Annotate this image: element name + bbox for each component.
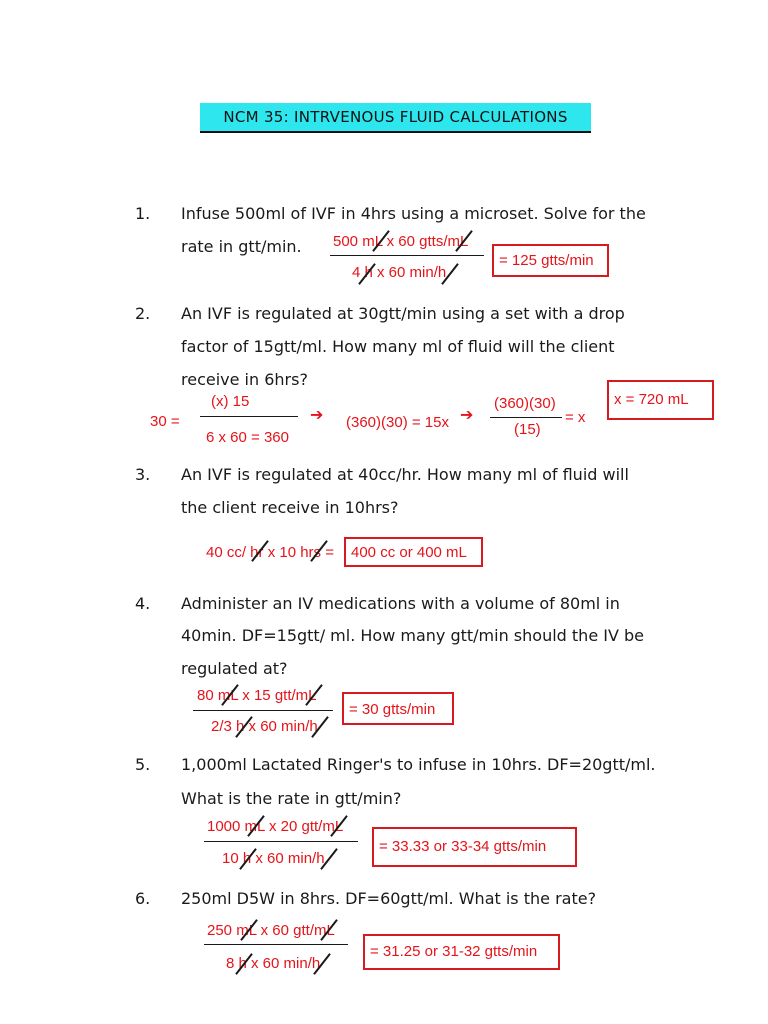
solution-5-denominator: 10 h x 60 min/h bbox=[222, 850, 325, 867]
solution-2-denominator-2: (15) bbox=[514, 421, 541, 438]
question-number-5: 5. bbox=[135, 755, 151, 774]
solution-1-fraction-bar bbox=[330, 255, 484, 256]
arrow-right-icon: ➔ bbox=[460, 405, 474, 424]
solution-6-answer-box: = 31.25 or 31-32 gtts/min bbox=[363, 934, 560, 970]
arrow-right-icon: ➔ bbox=[310, 405, 324, 424]
solution-1-numerator: 500 mL x 60 gtts/mL bbox=[333, 233, 469, 250]
solution-5-numerator: 1000 mL x 20 gtt/mL bbox=[207, 818, 344, 835]
solution-2-step: (360)(30) = 15x bbox=[346, 414, 449, 431]
solution-3-expression: 40 cc/ hr x 10 hrs = bbox=[206, 544, 334, 561]
solution-2-numerator: (x) 15 bbox=[211, 393, 250, 410]
solution-1-answer-box: = 125 gtts/min bbox=[492, 244, 609, 277]
solution-4-denominator: 2/3 h x 60 min/h bbox=[211, 718, 318, 735]
question-5-line-1: 1,000ml Lactated Ringer's to infuse in 10hrs. DF=20gtt/ml. bbox=[181, 755, 656, 774]
question-number-6: 6. bbox=[135, 889, 151, 908]
question-4-line-2: 40min. DF=15gtt/ ml. How many gtt/min should the IV be bbox=[181, 626, 644, 645]
question-number-1: 1. bbox=[135, 204, 151, 223]
question-3-line-1: An IVF is regulated at 40cc/hr. How many ml of fluid will bbox=[181, 465, 629, 484]
solution-4-numerator: 80 mL x 15 gtt/mL bbox=[197, 687, 317, 704]
question-number-3: 3. bbox=[135, 465, 151, 484]
page-title: NCM 35: INTRVENOUS FLUID CALCULATIONS bbox=[200, 103, 591, 131]
question-5-line-2: What is the rate in gtt/min? bbox=[181, 789, 402, 808]
question-4-line-1: Administer an IV medications with a volume of 80ml in bbox=[181, 594, 620, 613]
solution-2-answer-box: x = 720 mL bbox=[607, 380, 714, 420]
question-2-line-3: receive in 6hrs? bbox=[181, 370, 308, 389]
solution-5-fraction-bar bbox=[204, 841, 358, 842]
solution-6-fraction-bar bbox=[204, 944, 348, 945]
solution-1-denominator: 4 h x 60 min/h bbox=[352, 264, 447, 281]
title-underline bbox=[200, 131, 591, 133]
solution-2-fraction-bar-2 bbox=[490, 417, 562, 418]
question-1-line-2: rate in gtt/min. bbox=[181, 237, 302, 256]
solution-2-denominator: 6 x 60 = 360 bbox=[206, 429, 289, 446]
question-6-line-1: 250ml D5W in 8hrs. DF=60gtt/ml. What is the rate? bbox=[181, 889, 597, 908]
solution-3-answer-box: 400 cc or 400 mL bbox=[344, 537, 483, 567]
question-number-4: 4. bbox=[135, 594, 151, 613]
solution-4-answer-box: = 30 gtts/min bbox=[342, 692, 454, 725]
question-2-line-1: An IVF is regulated at 30gtt/min using a set with a drop bbox=[181, 304, 625, 323]
solution-6-denominator: 8 h x 60 min/h bbox=[226, 955, 321, 972]
question-4-line-3: regulated at? bbox=[181, 659, 288, 678]
solution-2-fraction-bar bbox=[200, 416, 298, 417]
question-number-2: 2. bbox=[135, 304, 151, 323]
question-1-line-1: Infuse 500ml of IVF in 4hrs using a microset. Solve for the bbox=[181, 204, 646, 223]
solution-2-numerator-2: (360)(30) bbox=[494, 395, 556, 412]
solution-2-lhs: 30 = bbox=[150, 413, 180, 430]
solution-6-numerator: 250 mL x 60 gtt/mL bbox=[207, 922, 335, 939]
solution-4-fraction-bar bbox=[193, 710, 333, 711]
solution-2-equals-x: = x bbox=[565, 409, 586, 426]
question-3-line-2: the client receive in 10hrs? bbox=[181, 498, 399, 517]
solution-5-answer-box: = 33.33 or 33-34 gtts/min bbox=[372, 827, 577, 867]
question-2-line-2: factor of 15gtt/ml. How many ml of fluid will the client bbox=[181, 337, 615, 356]
